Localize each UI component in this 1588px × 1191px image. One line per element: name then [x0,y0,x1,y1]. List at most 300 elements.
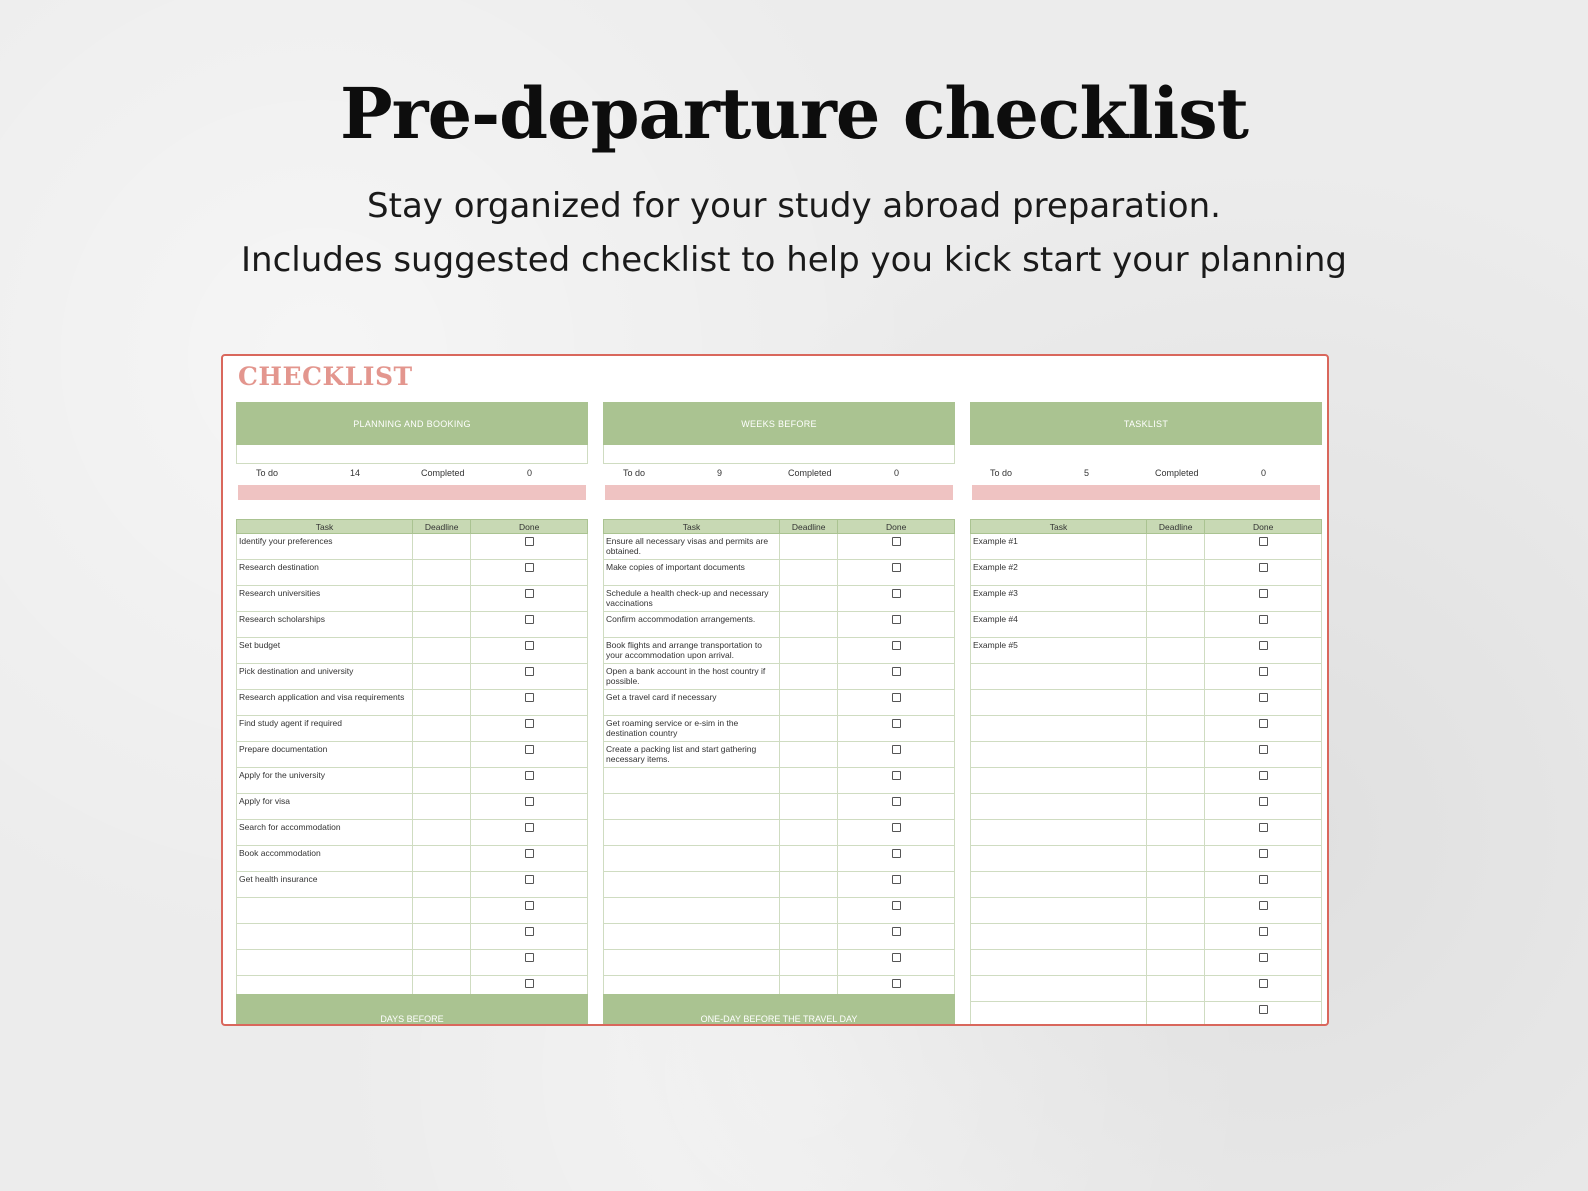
done-checkbox[interactable] [1259,927,1268,936]
section-planning-and-booking [236,402,588,1002]
done-checkbox[interactable] [1259,823,1268,832]
deadline-cell[interactable] [1147,716,1205,742]
deadline-cell[interactable] [780,560,838,586]
table-row [604,872,955,898]
done-checkbox[interactable] [1259,563,1268,572]
table-row [237,664,588,690]
deadline-cell[interactable] [1147,664,1205,690]
deadline-cell[interactable] [413,690,471,716]
done-cell [838,768,955,794]
section-header: TASKLIST [970,402,1322,445]
done-checkbox[interactable] [892,823,901,832]
deadline-cell[interactable] [780,898,838,924]
done-checkbox[interactable] [525,901,534,910]
column-header-deadline: Deadline [780,520,838,534]
task-cell[interactable] [237,586,413,612]
task-cell[interactable] [604,872,780,898]
task-text: Pick destination and university [239,666,354,676]
task-cell[interactable] [604,664,780,690]
todo-label: To do [623,468,646,478]
table-row [971,690,1322,716]
todo-count: 9 [717,468,723,478]
done-checkbox[interactable] [892,901,901,910]
task-cell[interactable] [604,924,780,950]
done-checkbox[interactable] [1259,1005,1268,1014]
deadline-cell[interactable] [413,950,471,976]
deadline-cell[interactable] [780,612,838,638]
done-checkbox[interactable] [525,797,534,806]
done-cell [471,534,588,560]
table-row [237,560,588,586]
done-checkbox[interactable] [525,745,534,754]
deadline-cell[interactable] [413,898,471,924]
done-checkbox[interactable] [525,979,534,988]
done-cell [838,950,955,976]
deadline-cell[interactable] [1147,846,1205,872]
done-cell [1205,560,1322,586]
completed-count: 0 [527,468,533,478]
done-checkbox[interactable] [525,563,534,572]
section-notes-row [603,445,955,464]
table-row [971,664,1322,690]
deadline-cell[interactable] [780,664,838,690]
task-cell[interactable] [971,1002,1147,1027]
table-row [604,716,955,742]
task-cell[interactable] [237,638,413,664]
task-cell[interactable] [604,534,780,560]
table-row [604,742,955,768]
completed-label: Completed [788,468,832,478]
table-row [237,534,588,560]
table-row [237,898,588,924]
task-cell[interactable] [971,794,1147,820]
done-checkbox[interactable] [892,563,901,572]
task-text: Apply for visa [239,796,291,806]
done-checkbox[interactable] [525,615,534,624]
done-checkbox[interactable] [525,693,534,702]
done-checkbox[interactable] [1259,589,1268,598]
progress-bar [605,485,953,500]
done-cell [471,872,588,898]
table-row [971,820,1322,846]
deadline-cell[interactable] [413,846,471,872]
task-cell[interactable] [237,898,413,924]
task-cell[interactable] [237,560,413,586]
done-checkbox[interactable] [525,927,534,936]
todo-label: To do [256,468,279,478]
task-text: Get a travel card if necessary [606,692,717,702]
column-header-task: Task [604,520,780,534]
deadline-cell[interactable] [1147,534,1205,560]
done-cell [838,820,955,846]
task-text: Research destination [239,562,319,572]
table-row [604,586,955,612]
task-table [236,519,588,1002]
table-header-row [604,520,955,534]
deadline-cell[interactable] [780,690,838,716]
done-cell [1205,794,1322,820]
table-row [604,768,955,794]
done-cell [838,742,955,768]
deadline-cell[interactable] [1147,950,1205,976]
task-cell[interactable] [971,560,1147,586]
table-row [971,898,1322,924]
table-row [971,534,1322,560]
task-cell[interactable] [237,716,413,742]
deadline-cell[interactable] [1147,794,1205,820]
task-cell[interactable] [971,664,1147,690]
task-text: Book accommodation [239,848,321,858]
progress-bar [238,485,586,500]
deadline-cell[interactable] [1147,690,1205,716]
task-cell[interactable] [237,534,413,560]
deadline-cell[interactable] [1147,976,1205,1002]
deadline-cell[interactable] [780,768,838,794]
task-cell[interactable] [604,638,780,664]
done-cell [838,586,955,612]
progress-bar [972,485,1320,500]
deadline-cell[interactable] [1147,638,1205,664]
table-row [971,742,1322,768]
done-checkbox[interactable] [1259,797,1268,806]
done-checkbox[interactable] [892,589,901,598]
table-row [604,664,955,690]
task-text: Search for accommodation [239,822,341,832]
deadline-cell[interactable] [780,872,838,898]
done-checkbox[interactable] [892,875,901,884]
deadline-cell[interactable] [413,586,471,612]
table-row [971,872,1322,898]
done-checkbox[interactable] [1259,667,1268,676]
done-checkbox[interactable] [1259,849,1268,858]
deadline-cell[interactable] [413,612,471,638]
table-row [604,638,955,664]
done-checkbox[interactable] [525,719,534,728]
deadline-cell[interactable] [413,560,471,586]
table-row [604,820,955,846]
section-stats [970,464,1322,485]
deadline-cell[interactable] [413,820,471,846]
task-cell[interactable] [604,768,780,794]
done-checkbox[interactable] [525,537,534,546]
deadline-cell[interactable] [1147,898,1205,924]
task-text: Ensure all necessary visas and permits are obtained. [606,536,769,556]
deadline-cell[interactable] [413,794,471,820]
table-row [237,716,588,742]
deadline-cell[interactable] [1147,560,1205,586]
deadline-cell[interactable] [780,794,838,820]
task-text: Get roaming service or e-sim in the destination country [606,718,739,738]
task-text: Apply for the university [239,770,325,780]
done-cell [838,612,955,638]
done-checkbox[interactable] [1259,641,1268,650]
column-header-done: Done [838,520,955,534]
task-text: Example #2 [973,562,1018,572]
task-text: Schedule a health check-up and necessary vaccinations [606,588,769,608]
task-cell[interactable] [604,794,780,820]
done-checkbox[interactable] [892,693,901,702]
done-checkbox[interactable] [892,667,901,676]
deadline-cell[interactable] [413,768,471,794]
task-cell[interactable] [971,872,1147,898]
task-text: Example #1 [973,536,1018,546]
deadline-cell[interactable] [1147,586,1205,612]
sheet-title: CHECKLIST [238,362,413,391]
done-checkbox[interactable] [1259,693,1268,702]
done-checkbox[interactable] [892,719,901,728]
done-cell [1205,638,1322,664]
page-title: Pre-departure checklist [340,72,1248,155]
deadline-cell[interactable] [413,872,471,898]
done-checkbox[interactable] [1259,537,1268,546]
done-checkbox[interactable] [525,875,534,884]
done-cell [1205,1002,1322,1027]
done-checkbox[interactable] [525,589,534,598]
task-cell[interactable] [237,794,413,820]
task-text: Example #5 [973,640,1018,650]
task-text: Example #3 [973,588,1018,598]
column-header-done: Done [1205,520,1322,534]
done-checkbox[interactable] [1259,719,1268,728]
task-text: Open a bank account in the host country if possible. [606,666,766,686]
task-cell[interactable] [237,872,413,898]
task-text: Research universities [239,588,321,598]
task-cell[interactable] [971,924,1147,950]
task-cell[interactable] [604,742,780,768]
done-checkbox[interactable] [892,615,901,624]
section-notes-row [970,445,1322,464]
done-checkbox[interactable] [1259,979,1268,988]
done-cell [1205,742,1322,768]
task-cell[interactable] [604,560,780,586]
deadline-cell[interactable] [780,716,838,742]
task-cell[interactable] [604,690,780,716]
deadline-cell[interactable] [413,924,471,950]
section-header: PLANNING AND BOOKING [236,402,588,445]
column-header-task: Task [237,520,413,534]
done-cell [471,664,588,690]
deadline-cell[interactable] [1147,872,1205,898]
done-cell [471,742,588,768]
deadline-cell[interactable] [1147,612,1205,638]
table-row [237,690,588,716]
done-checkbox[interactable] [525,953,534,962]
deadline-cell[interactable] [1147,742,1205,768]
table-row [237,924,588,950]
done-cell [1205,976,1322,1002]
task-text: Get health insurance [239,874,318,884]
done-cell [471,612,588,638]
task-text: Make copies of important documents [606,562,745,572]
table-row [237,742,588,768]
done-cell [471,560,588,586]
deadline-cell[interactable] [413,716,471,742]
table-row [604,690,955,716]
done-cell [471,794,588,820]
table-row [971,1002,1322,1027]
done-cell [838,690,955,716]
done-checkbox[interactable] [892,641,901,650]
deadline-cell[interactable] [780,950,838,976]
done-cell [471,768,588,794]
checklist-sheet [221,354,1329,1026]
task-cell[interactable] [971,534,1147,560]
done-checkbox[interactable] [892,745,901,754]
done-checkbox[interactable] [525,771,534,780]
table-row [237,872,588,898]
task-text: Set budget [239,640,281,650]
deadline-cell[interactable] [1147,1002,1205,1027]
task-cell[interactable] [971,976,1147,1002]
done-checkbox[interactable] [892,797,901,806]
done-cell [1205,820,1322,846]
section-header: WEEKS BEFORE [603,402,955,445]
task-text: Confirm accommodation arrangements. [606,614,756,624]
done-checkbox[interactable] [892,927,901,936]
task-cell[interactable] [604,716,780,742]
done-cell [1205,768,1322,794]
done-cell [838,716,955,742]
done-checkbox[interactable] [892,849,901,858]
table-row [971,560,1322,586]
deadline-cell[interactable] [413,534,471,560]
done-checkbox[interactable] [892,979,901,988]
done-checkbox[interactable] [892,953,901,962]
deadline-cell[interactable] [780,534,838,560]
task-cell[interactable] [971,742,1147,768]
done-checkbox[interactable] [525,641,534,650]
task-cell[interactable] [604,898,780,924]
task-cell[interactable] [237,742,413,768]
done-checkbox[interactable] [1259,953,1268,962]
task-cell[interactable] [971,586,1147,612]
deadline-cell[interactable] [413,664,471,690]
completed-label: Completed [1155,468,1199,478]
table-header-row [237,520,588,534]
task-cell[interactable] [971,638,1147,664]
done-cell [471,820,588,846]
done-cell [471,716,588,742]
deadline-cell[interactable] [780,846,838,872]
deadline-cell[interactable] [780,586,838,612]
task-cell[interactable] [971,612,1147,638]
task-cell[interactable] [971,768,1147,794]
done-checkbox[interactable] [525,849,534,858]
table-row [971,586,1322,612]
done-checkbox[interactable] [1259,745,1268,754]
task-cell[interactable] [971,820,1147,846]
done-checkbox[interactable] [1259,615,1268,624]
done-cell [838,924,955,950]
done-checkbox[interactable] [892,537,901,546]
deadline-cell[interactable] [780,820,838,846]
done-cell [838,638,955,664]
task-cell[interactable] [971,846,1147,872]
deadline-cell[interactable] [1147,924,1205,950]
done-checkbox[interactable] [1259,771,1268,780]
page-subtitle-line-2: Includes suggested checklist to help you kick start your planning [241,240,1347,280]
task-cell[interactable] [237,664,413,690]
done-cell [838,872,955,898]
table-row [237,612,588,638]
done-checkbox[interactable] [1259,875,1268,884]
done-cell [838,794,955,820]
done-cell [1205,846,1322,872]
section-stats [236,464,588,485]
done-cell [1205,716,1322,742]
todo-count: 5 [1084,468,1090,478]
task-cell[interactable] [237,846,413,872]
section-weeks-before [603,402,955,1002]
table-row [971,716,1322,742]
task-cell[interactable] [237,612,413,638]
task-text: Identify your preferences [239,536,333,546]
task-cell[interactable] [237,820,413,846]
deadline-cell[interactable] [413,638,471,664]
completed-label: Completed [421,468,465,478]
table-row [237,820,588,846]
task-cell[interactable] [604,950,780,976]
task-cell[interactable] [971,716,1147,742]
task-cell[interactable] [971,950,1147,976]
table-row [971,950,1322,976]
task-cell[interactable] [604,846,780,872]
deadline-cell[interactable] [1147,768,1205,794]
done-cell [1205,612,1322,638]
task-cell[interactable] [237,924,413,950]
task-text: Book flights and arrange transportation to your accommodation upon arrival. [606,640,762,660]
done-checkbox[interactable] [525,667,534,676]
done-cell [838,846,955,872]
task-text: Create a packing list and start gathering necessary items. [606,744,757,764]
table-row [971,794,1322,820]
done-checkbox[interactable] [525,823,534,832]
task-cell[interactable] [971,690,1147,716]
done-checkbox[interactable] [1259,901,1268,910]
section-header-one-day-before: ONE-DAY BEFORE THE TRAVEL DAY [603,994,955,1026]
done-cell [1205,690,1322,716]
deadline-cell[interactable] [413,742,471,768]
done-checkbox[interactable] [892,771,901,780]
table-row [971,846,1322,872]
done-cell [1205,534,1322,560]
task-cell[interactable] [971,898,1147,924]
done-cell [1205,586,1322,612]
column-header-deadline: Deadline [1147,520,1205,534]
done-cell [1205,664,1322,690]
table-row [237,638,588,664]
task-text: Example #4 [973,614,1018,624]
table-row [237,586,588,612]
table-row [237,768,588,794]
deadline-cell[interactable] [780,742,838,768]
task-cell[interactable] [604,820,780,846]
done-cell [838,898,955,924]
deadline-cell[interactable] [780,638,838,664]
table-row [971,768,1322,794]
task-text: Prepare documentation [239,744,328,754]
deadline-cell[interactable] [780,924,838,950]
task-cell[interactable] [604,586,780,612]
table-row [237,794,588,820]
task-cell[interactable] [237,950,413,976]
table-header-row [971,520,1322,534]
task-cell[interactable] [604,612,780,638]
done-cell [471,846,588,872]
task-cell[interactable] [237,690,413,716]
task-cell[interactable] [237,768,413,794]
deadline-cell[interactable] [1147,820,1205,846]
